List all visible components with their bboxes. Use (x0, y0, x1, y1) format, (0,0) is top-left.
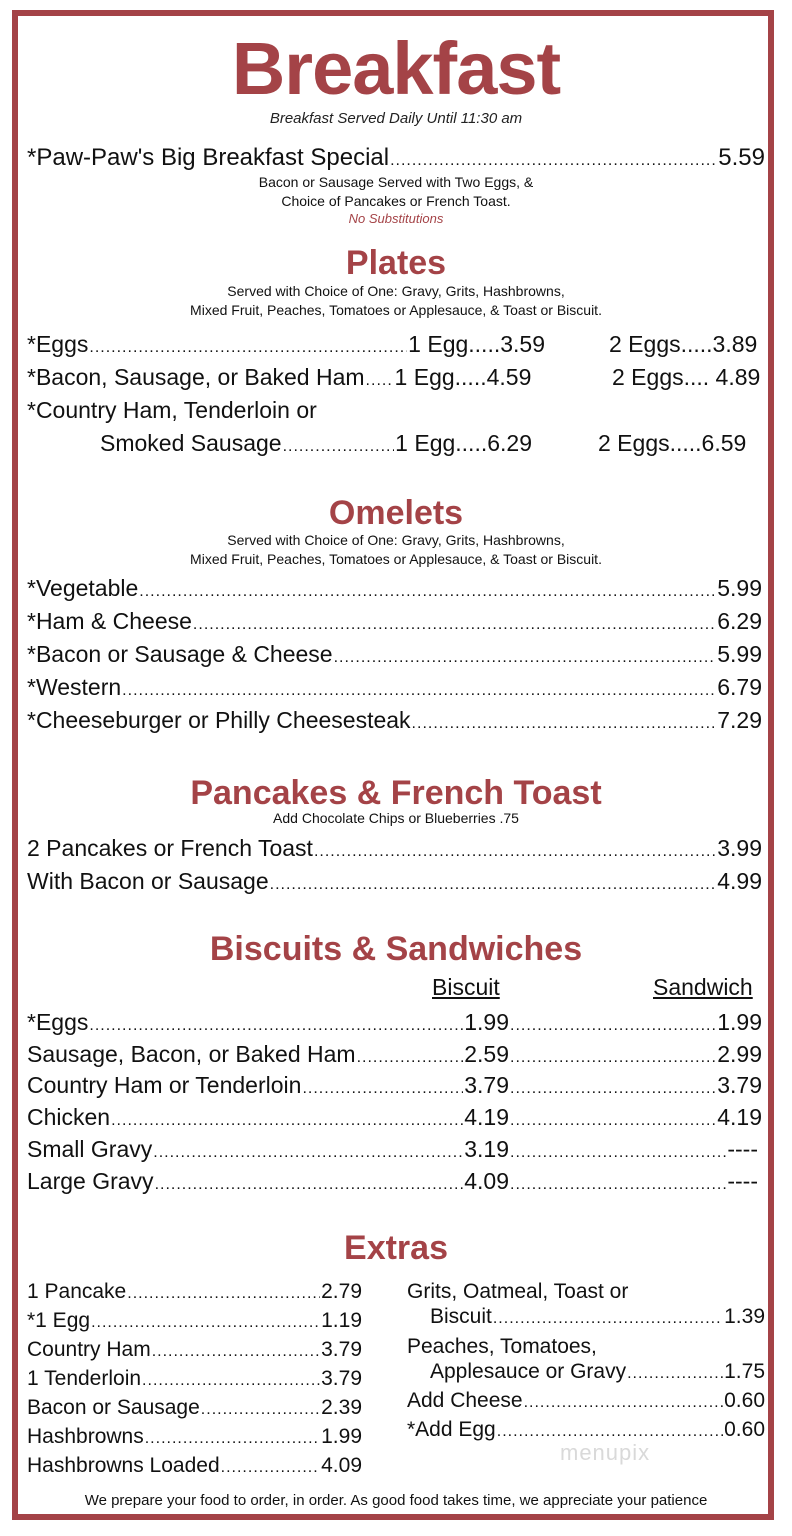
extra-name: Hashbrowns Loaded (27, 1454, 220, 1477)
leader-dots (334, 643, 717, 673)
sandwich-price: 3.79 (717, 1072, 762, 1098)
biscuit-item-name: Sausage, Bacon, or Baked Ham (27, 1041, 356, 1067)
leader-dots (127, 1280, 320, 1308)
omelets-desc-line2: Mixed Fruit, Peaches, Tomatoes or Applesauce, & Toast or Biscuit. (190, 551, 602, 567)
plates-one-egg-price: 1 Egg.....6.29 (395, 430, 532, 456)
pancake-name: 2 Pancakes or French Toast (27, 835, 313, 861)
extra-price: 1.75 (724, 1360, 765, 1383)
omelet-row (27, 606, 762, 640)
leader-dots (357, 1043, 464, 1073)
leader-dots (524, 1389, 724, 1417)
sandwich-price: ---- (727, 1136, 758, 1162)
sandwich-price: 4.19 (717, 1104, 762, 1130)
extra-price: 4.09 (321, 1454, 362, 1477)
sandwich-price: ---- (727, 1168, 758, 1194)
omelet-name: *Western (27, 674, 122, 700)
extras-left-row (27, 1336, 362, 1366)
extras-right-row (407, 1387, 765, 1417)
leader-dots (153, 1138, 463, 1168)
biscuit-row (27, 1134, 509, 1168)
leader-dots (142, 1367, 320, 1395)
biscuit-row (27, 1039, 509, 1073)
biscuit-price: 1.99 (464, 1009, 509, 1035)
sandwich-row (509, 1102, 762, 1136)
leader-dots (510, 1138, 726, 1168)
sandwich-price: 1.99 (717, 1009, 762, 1035)
omelet-price: 5.99 (717, 641, 762, 667)
leader-dots (155, 1170, 464, 1200)
extra-name: *1 Egg (27, 1309, 91, 1332)
biscuit-price: 3.79 (464, 1072, 509, 1098)
extras-left-row (27, 1452, 362, 1482)
biscuit-row (27, 1070, 509, 1104)
special-note: No Substitutions (348, 211, 444, 226)
extra-name: Hashbrowns (27, 1425, 144, 1448)
extra-name: Country Ham (27, 1338, 151, 1361)
extras-left-row (27, 1423, 362, 1453)
extra-name: Bacon or Sausage (27, 1396, 200, 1419)
extra-price: 1.39 (724, 1305, 765, 1328)
pancakes-note: Add Chocolate Chips or Blueberries .75 (273, 810, 519, 826)
special-price: 5.59 (718, 144, 765, 171)
sandwich-row (509, 1039, 762, 1073)
omelet-row (27, 672, 762, 706)
special-desc-line1: Bacon or Sausage Served with Two Eggs, & (258, 174, 534, 190)
leader-dots (145, 1425, 320, 1453)
sandwich-row (509, 1007, 762, 1041)
extra-price: 1.99 (321, 1425, 362, 1448)
extra-name: Biscuit (430, 1305, 492, 1328)
extra-price: 2.39 (321, 1396, 362, 1419)
leader-dots (122, 676, 716, 706)
plates-item-name-line1: *Country Ham, Tenderloin or (27, 397, 317, 423)
plates-desc-line2: Mixed Fruit, Peaches, Tomatoes or Applesauce, & Toast or Biscuit. (190, 302, 602, 318)
leader-dots (314, 837, 716, 867)
plates-desc-line1: Served with Choice of One: Gravy, Grits, Hashbrowns, (227, 283, 565, 299)
leader-dots (270, 870, 717, 900)
leader-dots (627, 1360, 723, 1388)
omelet-price: 6.29 (717, 608, 762, 634)
extras-right-row (430, 1303, 765, 1333)
extras-right-name-line1: Grits, Oatmeal, Toast or (407, 1280, 629, 1303)
pancake-name: With Bacon or Sausage (27, 868, 269, 894)
omelet-row (27, 573, 762, 607)
extras-left-row (27, 1394, 362, 1424)
leader-dots (510, 1106, 716, 1136)
plates-row (27, 329, 545, 363)
extra-name: *Add Egg (407, 1418, 496, 1441)
biscuit-item-name: *Eggs (27, 1009, 89, 1035)
extra-name: 1 Pancake (27, 1280, 127, 1303)
plates-item-name: *Eggs (27, 331, 89, 357)
extras-right-name-line1: Peaches, Tomatoes, (407, 1335, 597, 1358)
plates-title: Plates (345, 244, 447, 282)
extra-price: 0.60 (724, 1389, 765, 1412)
omelet-name: *Vegetable (27, 575, 139, 601)
extras-left-row (27, 1365, 362, 1395)
omelet-price: 6.79 (717, 674, 762, 700)
plates-row (27, 362, 545, 396)
biscuit-item-name: Chicken (27, 1104, 111, 1130)
extra-price: 1.19 (321, 1309, 362, 1332)
omelet-price: 5.99 (717, 575, 762, 601)
leader-dots (302, 1074, 463, 1104)
leader-dots (89, 333, 407, 363)
plates-one-egg-price: 1 Egg.....3.59 (408, 331, 545, 357)
footer-note: We prepare your food to order, in order. As good food takes time, we appreciate your patience (84, 1492, 708, 1509)
leader-dots (366, 366, 394, 396)
leader-dots (91, 1309, 320, 1337)
omelet-name: *Ham & Cheese (27, 608, 192, 634)
special-name: *Paw-Paw's Big Breakfast Special (27, 144, 390, 171)
menu-subtitle: Breakfast Served Daily Until 11:30 am (269, 110, 523, 127)
omelet-price: 7.29 (717, 707, 762, 733)
pancake-price: 3.99 (717, 835, 762, 861)
sandwich-price: 2.99 (717, 1041, 762, 1067)
extras-left-row (27, 1278, 362, 1308)
extra-price: 3.79 (321, 1367, 362, 1390)
extra-price: 0.60 (724, 1418, 765, 1441)
biscuit-row (27, 1102, 509, 1136)
extras-title: Extras (344, 1229, 448, 1267)
sandwich-column-header: Sandwich (653, 974, 753, 1000)
omelets-title: Omelets (328, 494, 464, 532)
extras-right-row (430, 1358, 765, 1388)
biscuit-column-header: Biscuit (432, 974, 500, 1000)
plates-two-egg-price: 2 Eggs.....6.59 (598, 430, 747, 456)
biscuit-row (27, 1007, 509, 1041)
pancakes-title: Pancakes & French Toast (190, 774, 602, 812)
leader-dots (221, 1454, 320, 1482)
biscuit-item-name: Country Ham or Tenderloin (27, 1072, 302, 1098)
biscuit-price: 4.19 (464, 1104, 509, 1130)
extra-name: Add Cheese (407, 1389, 523, 1412)
plates-two-egg-price: 2 Eggs.....3.89 (609, 331, 758, 357)
plates-item-name: *Bacon, Sausage, or Baked Ham (27, 364, 365, 390)
leader-dots (412, 709, 717, 739)
biscuits-title: Biscuits & Sandwiches (209, 930, 583, 968)
extra-price: 2.79 (321, 1280, 362, 1303)
leader-dots (283, 432, 395, 462)
biscuit-price: 3.19 (464, 1136, 509, 1162)
leader-dots (201, 1396, 320, 1424)
plates-one-egg-price: 1 Egg.....4.59 (394, 364, 532, 390)
biscuit-item-name: Large Gravy (27, 1168, 154, 1194)
sandwich-row (509, 1166, 758, 1200)
omelet-name: *Cheeseburger or Philly Cheesesteak (27, 707, 411, 733)
leader-dots (493, 1305, 723, 1333)
leader-dots (152, 1338, 320, 1366)
sandwich-row (509, 1070, 762, 1104)
leader-dots (89, 1011, 463, 1041)
leader-dots (510, 1170, 726, 1200)
omelet-name: *Bacon or Sausage & Cheese (27, 641, 333, 667)
extra-price: 3.79 (321, 1338, 362, 1361)
menu-title: Breakfast (231, 27, 561, 110)
extra-name: 1 Tenderloin (27, 1367, 142, 1390)
watermark: menupix (560, 1440, 651, 1465)
sandwich-row (509, 1134, 758, 1168)
biscuit-price: 2.59 (464, 1041, 509, 1067)
plates-row (100, 428, 532, 462)
leader-dots (510, 1043, 716, 1073)
leader-dots (139, 577, 716, 607)
omelet-row (27, 705, 762, 739)
special-desc-line2: Choice of Pancakes or French Toast. (281, 193, 511, 209)
leader-dots (193, 610, 716, 640)
pancake-price: 4.99 (717, 868, 762, 894)
biscuit-row (27, 1166, 509, 1200)
omelets-desc-line1: Served with Choice of One: Gravy, Grits, Hashbrowns, (227, 532, 565, 548)
leader-dots (510, 1074, 716, 1104)
biscuit-item-name: Small Gravy (27, 1136, 153, 1162)
plates-item-name: Smoked Sausage (100, 430, 282, 456)
extra-name: Applesauce or Gravy (430, 1360, 627, 1383)
pancake-row (27, 833, 762, 867)
extras-left-row (27, 1307, 362, 1337)
biscuit-price: 4.09 (464, 1168, 509, 1194)
leader-dots (111, 1106, 463, 1136)
omelet-row (27, 639, 762, 673)
leader-dots (510, 1011, 716, 1041)
plates-two-egg-price: 2 Eggs.... 4.89 (612, 364, 761, 390)
pancake-row (27, 866, 762, 900)
